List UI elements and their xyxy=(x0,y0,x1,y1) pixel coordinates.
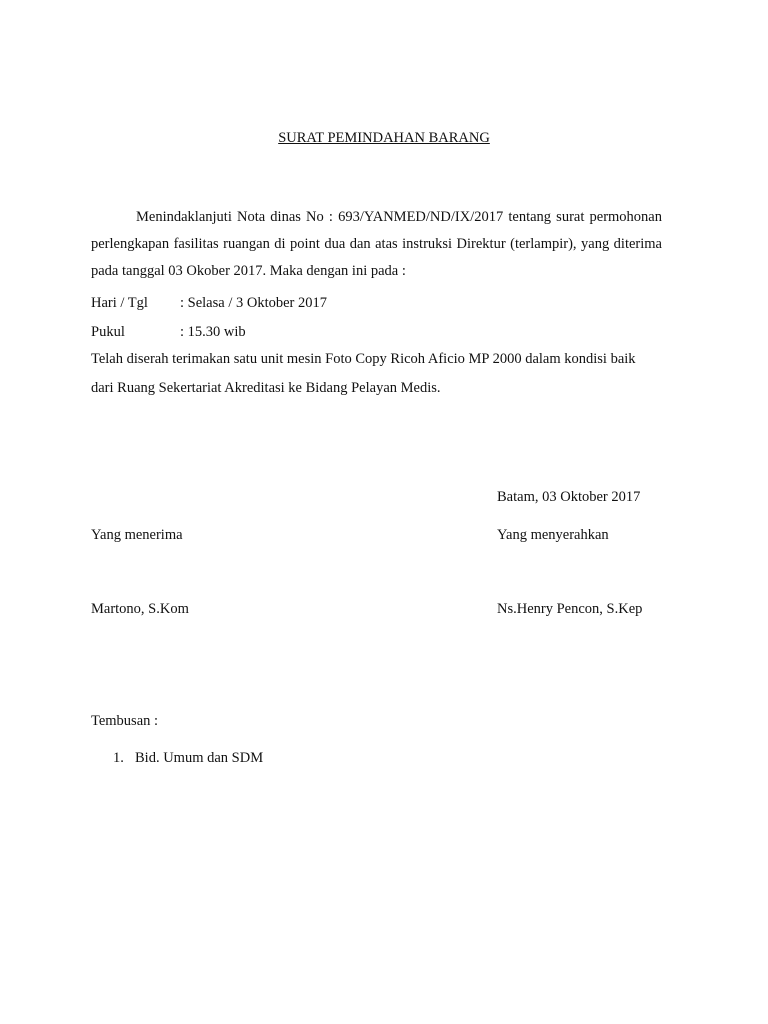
day-date-label: Hari / Tgl xyxy=(91,295,148,311)
handover-line-2: dari Ruang Sekertariat Akreditasi ke Bidang Pelayan Medis. xyxy=(91,380,441,396)
cc-item-text: Bid. Umum dan SDM xyxy=(135,750,264,766)
cc-label: Tembusan : xyxy=(91,713,159,729)
letter-title: SURAT PEMINDAHAN BARANG xyxy=(278,130,490,146)
time-label: Pukul xyxy=(91,324,125,340)
receiver-name: Martono, S.Kom xyxy=(91,601,189,617)
time-value: : 15.30 wib xyxy=(180,324,246,340)
giver-label: Yang menyerahkan xyxy=(497,527,609,543)
receiver-label: Yang menerima xyxy=(91,527,183,543)
giver-name: Ns.Henry Pencon, S.Kep xyxy=(497,601,643,617)
handover-line-1: Telah diserah terimakan satu unit mesin Foto Copy Ricoh Aficio MP 2000 dalam kondisi baik xyxy=(91,351,636,367)
place-date: Batam, 03 Oktober 2017 xyxy=(497,489,641,505)
cc-item-number: 1. xyxy=(113,750,124,766)
intro-paragraph: Menindaklanjuti Nota dinas No : 693/YANMED/ND/IX/2017 tentang surat permohonan perlengkapan fasilitas ruangan di point dua dan atas instruksi Direktur (terlampir), yang diterima pada tanggal 03 Okober 2017. Maka dengan ini pada : xyxy=(91,209,662,279)
day-date-value: : Selasa / 3 Oktober 2017 xyxy=(180,295,327,311)
